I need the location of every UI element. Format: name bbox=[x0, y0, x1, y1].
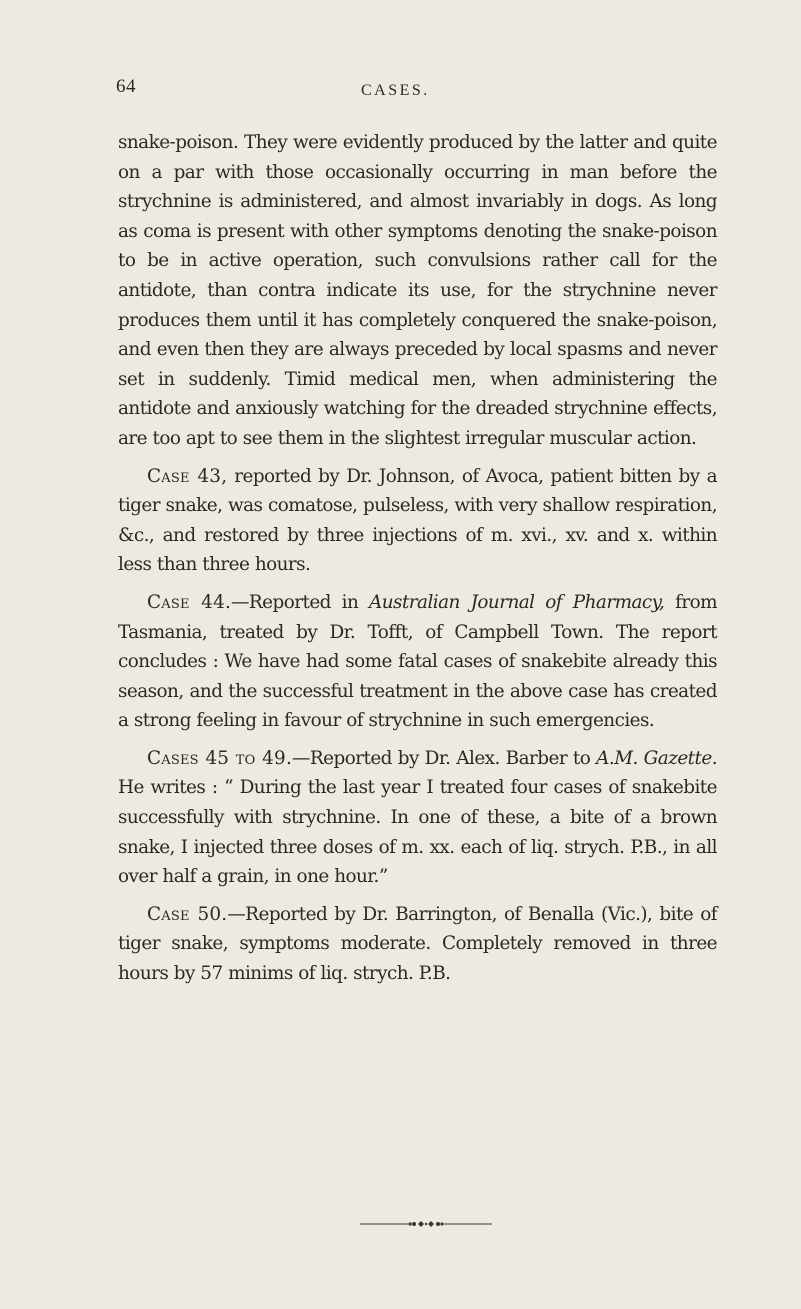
case-label: Cases 45 to 49. bbox=[147, 747, 293, 769]
case-label: Case 43, bbox=[147, 465, 228, 487]
case-text: —Reported by Dr. Barrington, of Benalla (Vic.), bite of tiger snake, symptoms moderate. Completely removed in three hours by 57 minims of liq. strych. P.B. bbox=[118, 903, 717, 985]
running-title: CASES. bbox=[361, 82, 430, 99]
paragraph-case-44 bbox=[118, 588, 717, 736]
journal-title: A.M. Gazette. bbox=[596, 747, 717, 769]
case-text: He writes : “ During the last year I treated four cases of snakebite successfully with strychnine. In one of these, a bite of a brown snake, I injected three doses of m. xx. each of liq. strych. P.B., in all over half a grain, in one hour.” bbox=[118, 777, 717, 888]
case-text: from Tasmania, treated by Dr. Tofft, of Campbell Town. The report concludes : We have had some fatal cases of snakebite already this season, and the successful treatment in the above case has created a strong feeling in favour of strychnine in such emergencies. bbox=[118, 591, 717, 732]
case-text: reported by Dr. Johnson, of Avoca, patient bitten by a tiger snake, was comatose, pulseless, with very shallow respiration, &c., and restored by three injections of m. xvi., xv. and x. within less than three hours. bbox=[118, 465, 718, 576]
journal-title: Australian Journal of Pharmacy, bbox=[369, 591, 665, 613]
case-text: —Reported in bbox=[231, 591, 370, 613]
paragraph-continuation: snake-poison. They were evidently produced by the latter and quite on a par with those occasionally occurring in man before the strychnine is administered, and almost invariably in dogs. As long as coma is present with other symptoms denoting the snake-poison to be in active operation, such convulsions rather call for the antidote, than contra indicate its use, for the strychnine never produces them until it has completely conquered the snake-poison, and even then they are always preceded by local spasms and never set in suddenly. Timid medical men, when administering the antidote and anxiously watching for the dreaded strychnine effects, are too apt to see them in the slightest irregular muscular action. bbox=[118, 132, 717, 449]
ornament-divider-icon bbox=[360, 1219, 492, 1229]
paragraph-case-43 bbox=[118, 462, 717, 580]
paragraph-case-50 bbox=[118, 900, 717, 989]
body-text bbox=[118, 128, 717, 989]
case-label: Case 50. bbox=[147, 903, 228, 925]
paragraph-cases-45-49 bbox=[118, 744, 717, 892]
page-number: 64 bbox=[116, 76, 136, 97]
case-label: Case 44. bbox=[147, 591, 232, 613]
case-text: —Reported by Dr. Alex. Barber to bbox=[292, 747, 597, 769]
